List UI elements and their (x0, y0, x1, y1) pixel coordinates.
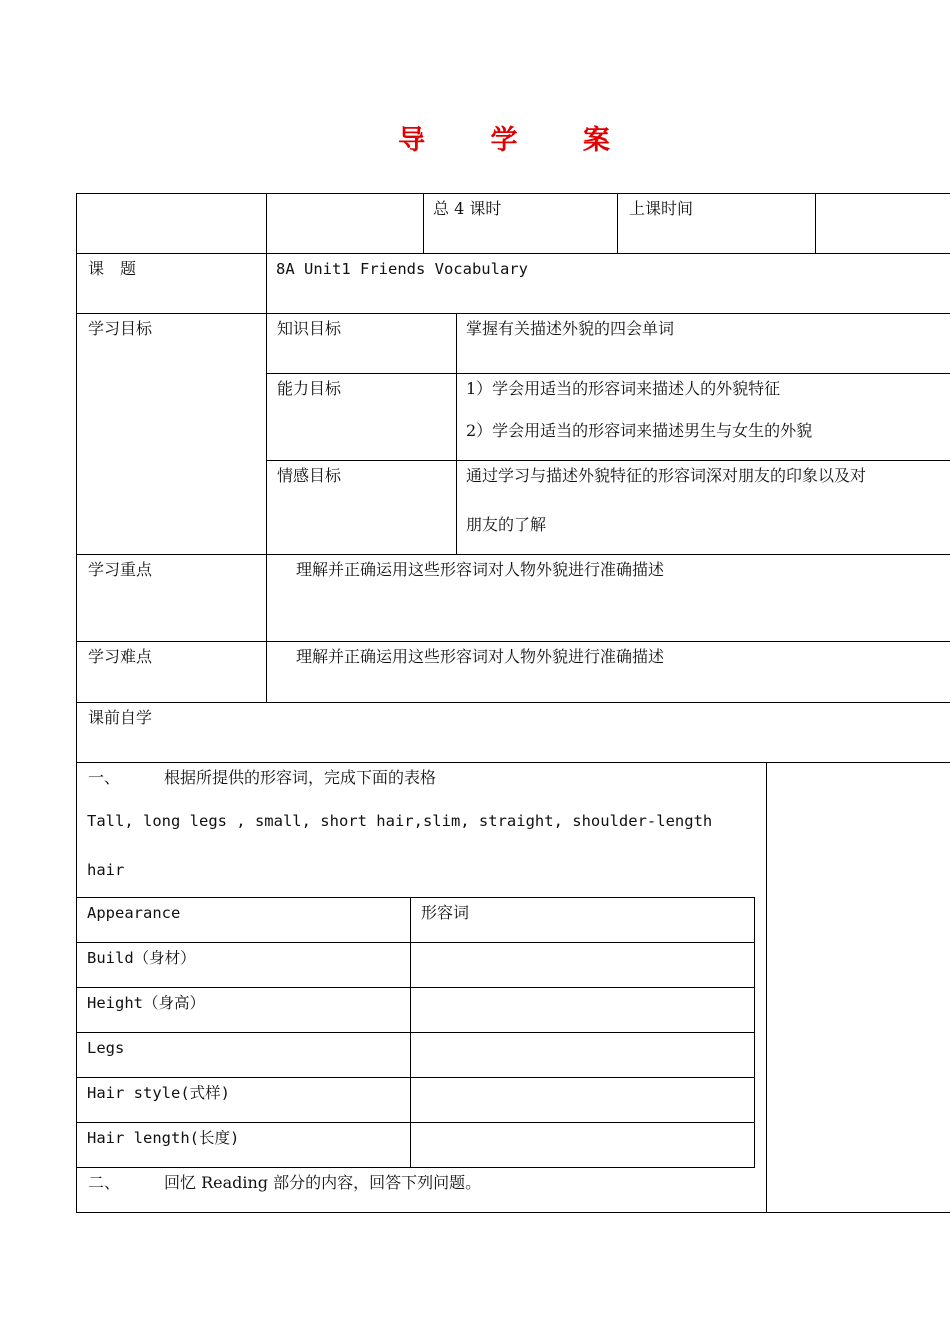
emotion-objective-line-2: 朋友的了解 (466, 515, 547, 534)
total-hours: 总 4 课时 (433, 199, 502, 218)
key-points-label: 学习重点 (88, 560, 153, 579)
row-line (76, 641, 950, 642)
emotion-objective-line-1: 通过学习与描述外貌特征的形容词深对朋友的印象以及对 (466, 466, 867, 485)
column-line (76, 193, 77, 1213)
header-adjective: 形容词 (421, 903, 470, 922)
row-line (77, 987, 755, 988)
column-line (410, 897, 411, 1168)
ability-objective-label: 能力目标 (277, 379, 342, 398)
topic-label: 课 题 (88, 259, 137, 278)
section-2-number: 二、 (88, 1173, 121, 1192)
section-1-instruction: 根据所提供的形容词，完成下面的表格 (164, 768, 437, 787)
column-line (423, 193, 424, 253)
column-line (456, 313, 457, 554)
row-build: Build（身材） (87, 949, 196, 967)
key-points-text: 理解并正确运用这些形容词对人物外貌进行准确描述 (296, 560, 665, 579)
row-line (76, 253, 950, 254)
section-1-number: 一、 (88, 768, 121, 787)
row-line (266, 373, 950, 374)
difficult-points-text: 理解并正确运用这些形容词对人物外貌进行准确描述 (296, 647, 665, 666)
knowledge-objective-label: 知识目标 (277, 319, 342, 338)
row-legs: Legs (87, 1039, 125, 1057)
difficult-points-label: 学习难点 (88, 647, 153, 666)
word-list-line-2: hair (87, 861, 125, 879)
class-time-label: 上课时间 (629, 199, 694, 218)
column-line (766, 762, 767, 1212)
row-line (76, 313, 950, 314)
column-line (754, 897, 755, 1168)
row-line (77, 942, 755, 943)
row-line (77, 897, 755, 898)
row-line (76, 702, 950, 703)
preview-label: 课前自学 (88, 708, 153, 727)
row-line (266, 460, 950, 461)
objectives-label: 学习目标 (88, 319, 153, 338)
header-appearance: Appearance (87, 904, 181, 922)
row-hair-length: Hair length(长度) (87, 1129, 240, 1147)
row-line (76, 762, 950, 763)
section-2-instruction: 回忆 Reading 部分的内容，回答下列问题。 (164, 1173, 482, 1192)
word-list-line-1: Tall, long legs , small, short hair,slim, straight, shoulder-length (87, 812, 713, 830)
row-hair-style: Hair style(式样) (87, 1084, 230, 1102)
emotion-objective-label: 情感目标 (277, 466, 342, 485)
row-line (77, 1032, 755, 1033)
column-line (815, 193, 816, 253)
row-line (77, 1167, 755, 1168)
topic-value: 8A Unit1 Friends Vocabulary (276, 260, 528, 278)
ability-objective-line-1: 1）学会用适当的形容词来描述人的外貌特征 (466, 379, 781, 398)
row-line (76, 193, 950, 194)
row-line (76, 1212, 950, 1213)
column-line (266, 193, 267, 702)
row-line (77, 1122, 755, 1123)
row-line (76, 554, 950, 555)
column-line (617, 193, 618, 253)
row-height: Height（身高） (87, 994, 205, 1012)
knowledge-objective-text: 掌握有关描述外貌的四会单词 (466, 319, 675, 338)
row-line (77, 1077, 755, 1078)
page-title: 导 学 案 (398, 125, 638, 156)
ability-objective-line-2: 2）学会用适当的形容词来描述男生与女生的外貌 (466, 421, 813, 440)
